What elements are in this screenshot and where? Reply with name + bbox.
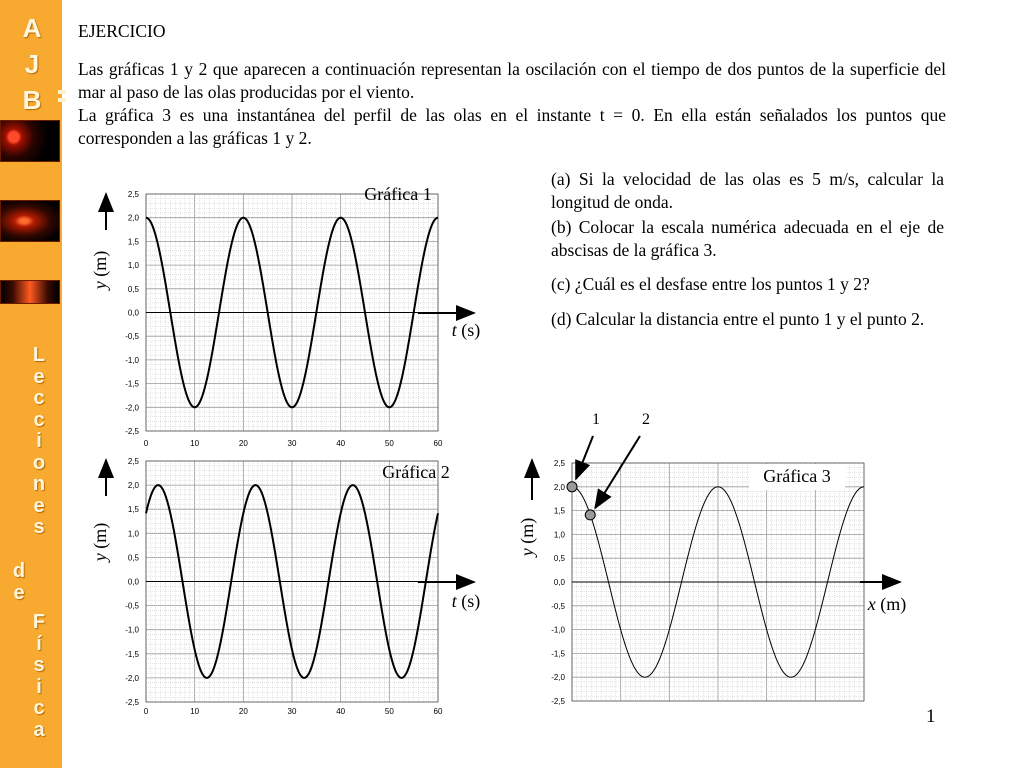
- chart-grafica-1: [90, 184, 480, 448]
- y-tick-label: 0,5: [127, 284, 139, 294]
- x-axis-label: t (s): [451, 320, 481, 340]
- y-tick-label: -0,5: [125, 332, 139, 342]
- chart-grafica-2: [90, 457, 480, 716]
- sidebar-letter: n: [32, 473, 46, 495]
- exercise-heading: EJERCICIO: [78, 21, 166, 41]
- question-a: (a) Si la velocidad de las olas es 5 m/s, calcular la longitud de onda.: [551, 169, 944, 212]
- sidebar-letter: A: [22, 13, 42, 43]
- x-tick-label: 30: [287, 439, 297, 448]
- sidebar-letter: J: [24, 49, 40, 79]
- chart-grafica-3: [517, 411, 906, 706]
- y-tick-label: -2,0: [125, 673, 139, 683]
- x-tick-label: 0: [143, 439, 149, 448]
- sidebar-letter: i: [36, 675, 42, 698]
- y-axis-label: y (m): [90, 250, 110, 290]
- x-tick-label: 20: [238, 439, 248, 448]
- y-tick-label: -2,0: [125, 403, 139, 413]
- page-number: 1: [926, 706, 936, 727]
- y-tick-label: 2,5: [553, 459, 565, 468]
- y-tick-label: 0,0: [127, 308, 139, 318]
- x-tick-label: 40: [336, 439, 346, 448]
- x-tick-label: 40: [336, 707, 346, 716]
- y-tick-label: 2,0: [127, 481, 139, 491]
- y-tick-label: -2,0: [551, 673, 565, 683]
- question-c: (c) ¿Cuál es el desfase entre los puntos 1 y 2?: [551, 274, 870, 294]
- y-tick-label: -1,0: [551, 625, 565, 635]
- sidebar-letter: c: [33, 387, 45, 409]
- y-tick-label: -1,5: [125, 379, 139, 389]
- y-axis-label: y (m): [90, 522, 110, 562]
- question-d: (d) Calcular la distancia entre el punto 1 y el punto 2.: [551, 309, 925, 329]
- chart-title: Gráfica 1: [364, 184, 432, 204]
- y-tick-label: 0,0: [553, 578, 565, 587]
- y-tick-label: -1,0: [125, 625, 139, 635]
- sidebar-letter: í: [36, 632, 42, 655]
- point-label: 2: [642, 411, 650, 428]
- y-tick-label: 0,5: [127, 553, 139, 563]
- marked-point: [585, 510, 595, 520]
- chart-title: Gráfica 3: [763, 466, 831, 486]
- y-tick-label: 2,5: [127, 457, 139, 466]
- y-tick-label: 2,0: [553, 482, 565, 492]
- sidebar-letter: s: [33, 654, 45, 677]
- y-tick-label: -2,5: [551, 697, 565, 706]
- chart-title: Gráfica 2: [382, 462, 450, 482]
- sidebar-letter: e: [33, 494, 45, 517]
- point-arrow: [595, 436, 640, 508]
- y-tick-label: 1,0: [127, 529, 139, 539]
- x-tick-label: 60: [433, 707, 443, 716]
- y-tick-label: -1,5: [551, 649, 565, 659]
- x-tick-label: 20: [238, 707, 248, 716]
- y-tick-label: 2,0: [127, 213, 139, 223]
- y-axis-label: y (m): [517, 517, 537, 557]
- sidebar-letter: a: [33, 718, 45, 741]
- sidebar-letter: B: [22, 85, 42, 115]
- y-tick-label: -1,5: [125, 649, 139, 659]
- sidebar-letter: e: [13, 582, 25, 604]
- x-tick-label: 10: [190, 707, 200, 716]
- statement-paragraph-1: Las gráficas 1 y 2 que aparecen a continuación representan la oscilación con el tiempo de dos puntos de la superficie del mar al paso de las olas producidas por el viento.: [78, 59, 946, 102]
- sidebar-letter: d: [12, 560, 26, 582]
- sidebar-letter: i: [36, 430, 42, 452]
- sidebar-letter: F: [32, 611, 46, 633]
- y-tick-label: 0,5: [553, 554, 565, 564]
- sidebar-letter: c: [33, 408, 45, 431]
- x-tick-label: 50: [384, 707, 394, 716]
- y-tick-label: 1,0: [553, 530, 565, 540]
- x-axis-label: x (m): [867, 594, 907, 614]
- y-tick-label: 1,5: [127, 505, 139, 515]
- x-tick-label: 30: [287, 707, 297, 716]
- y-tick-label: -1,0: [125, 355, 139, 365]
- y-tick-label: 1,5: [553, 506, 565, 516]
- marked-point: [567, 482, 577, 492]
- x-tick-label: 50: [384, 439, 394, 448]
- sidebar-letter: e: [33, 365, 45, 388]
- sidebar-letter: s: [33, 516, 45, 538]
- y-tick-label: -0,5: [125, 601, 139, 611]
- x-axis-label: t (s): [451, 591, 481, 611]
- y-tick-label: 1,0: [127, 261, 139, 271]
- statement-paragraph-2: La gráfica 3 es una instantánea del perfil de las olas en el instante t = 0. En ella están señalados los puntos que corresponden a las gráficas 1 y 2.: [78, 105, 946, 148]
- sidebar-letter: L: [32, 344, 46, 366]
- y-tick-label: 0,0: [127, 577, 139, 587]
- question-b: (b) Colocar la escala numérica adecuada en el eje de abscisas de la gráfica 3.: [551, 217, 944, 260]
- y-tick-label: 2,5: [127, 190, 139, 199]
- y-tick-label: -2,5: [125, 698, 139, 707]
- x-tick-label: 60: [433, 439, 443, 448]
- sidebar-letter: c: [33, 697, 45, 720]
- sidebar-letter: o: [32, 451, 46, 474]
- y-tick-label: -2,5: [125, 427, 139, 436]
- y-tick-label: -0,5: [551, 601, 565, 611]
- x-tick-label: 0: [143, 707, 149, 716]
- y-tick-label: 1,5: [127, 237, 139, 247]
- point-label: 1: [592, 411, 600, 428]
- x-tick-label: 10: [190, 439, 200, 448]
